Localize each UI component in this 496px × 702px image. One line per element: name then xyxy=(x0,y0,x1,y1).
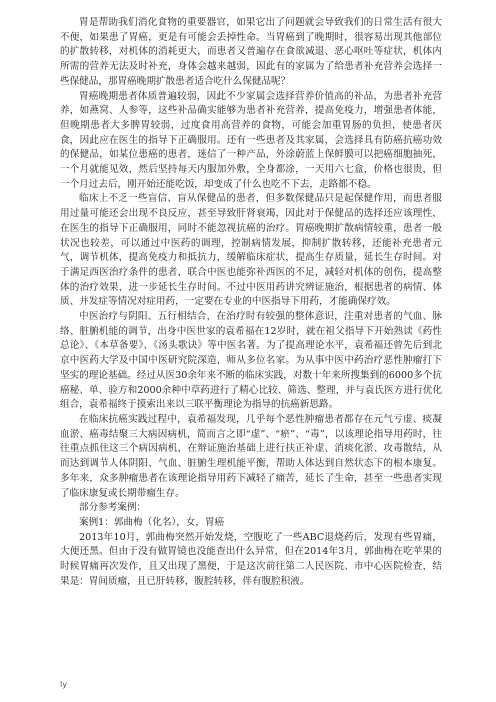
paragraph-supplements: 胃癌晚期患者体质普遍较弱，因此不少家属会选择营养价值高的补品，为患者补充营养，如燕窝、人参等，这些补品确实能够为患者补充营养，提高免疫力，增强患者体能，但晚期患者大多脾胃较弱，过度食用高营养的食物，可能会加重胃肠的负担，使患者厌食，因此应在医生的指导下正确服用。还有一些患者及其家属，会选择具有防癌抗癌功效的保健品，如某位患癌的患者，迷信了一种产品，外涂蔚蓝上保鲜膜可以把癌细胞抽死，一个月就能见效，然后坚持每天内服加外敷，全身都涂，一天用六七盒，价格也很贵，但一个月过去后，刚开始还能吃饭，却变成了什么也吃不下去，走路都不稳。 xyxy=(60,90,442,190)
page-footer: ly xyxy=(60,680,67,689)
paragraph-theory: 在临床抗癌实践过程中，袁希福发现，几乎每个恶性肿瘤患者都存在元气亏虚、痰凝血淤、癌毒结聚三大病因病机，简而言之即“虚”、“瘀”、“毒”，以该理论指导用药时，往往重点抓住这三个病因病机，在辩证施治基础上进行扶正补虚、消痰化淤、攻毒散结，从而达到调节人体阴阳、气血、脏腑生理机能平衡，帮助人体达到自然状态下的根本康复。多年来，众多肿瘤患者在该理论指导用药下减轻了痛苦，延长了生命，甚至一些患者实现了临床康复或长期带瘤生存。 xyxy=(60,413,442,499)
paragraph-tcm-doctor: 中医治疗与阴阳、五行相结合，在治疗时有较强的整体意识，注重对患者的气血、脉络、脏腑机能的调节，出身中医世家的袁希福在12岁时，就在祖父指导下开始熟读《药性总论》、《本草备要》、《汤头歌诀》等中医名著。为了提高理论水平，袁希福还曾先后到北京中医药大学及中国中医研究院深造，师从多位名家。为从事中医中药治疗恶性肿瘤打下坚实的理论基础。经过从医30余年来不断的临床实践，对数十年来所搜集到的6000多个抗癌秘、单、验方和2000余种中草药进行了精心比较、筛选、整理，并与袁氏医方进行优化组合，袁希福终于摸索出来以三联平衡理论为指导的抗癌新思路。 xyxy=(60,311,442,411)
article-body xyxy=(60,16,442,589)
paragraph-intro: 胃是帮助我们消化食物的重要器官，如果它出了问题就会导致我们的日常生活有很大不便，如果患了胃癌，更是有可能会丢掉性命。当胃癌到了晚期时，很容易出现其他部位的扩散转移，对机体的消耗更大，而患者又普遍存在食欲减退、恶心呕吐等症状，机体内所需的营养无法及时补充，身体会越来越弱，因此有的家属为了给患者补充营养会选择一些保健品，那胃癌晚期扩散患者适合吃什么保健品呢？ xyxy=(60,17,442,87)
paragraph-clinical: 临床上不乏一些盲信、盲从保健品的患者，但多数保健品只是起保健作用，而患者服用过量可能还会出现不良反应，甚至导致肝肾衰竭，因此对于保健品的选择还应该理性，在医生的指导下正确服用，同时不能忽视抗癌的治疗。胃癌晚期扩散病情较重，患者一般状况也较差，可以通过中医药的调理，控制病情发展，抑制扩散转移，还能补充患者元气，调节机体，提高免疫力和抵抗力，缓解临床症状，提高生存质量，延长生存时间。对于满足西医治疗条件的患者，联合中医也能弥补西医的不足，减轻对机体的创伤，提高整体的治疗效果，进一步延长生存时间。不过中医用药讲究辨证施治，根据患者的病情、体质、并发症等情况对症用药，一定要在专业的中医指导下用药，才能确保疗效。 xyxy=(60,193,442,308)
paragraph-case-title: 案例1：郭曲梅（化名），女，胃癌 xyxy=(79,516,225,528)
paragraph-case-detail: 2013年10月，郭曲梅突然开始发烧，空腹吃了一些ABC退烧药后，发现有些胃痛，大便还黑。但由于没有做胃镜也没能查出什么异常，但在2014年3月，郭曲梅在吃苹果的时候胃痛再次发作，且又出现了黑便，于是这次前往第二人民医院、市中心医院检查，结果是：胃间质瘤，且已肝转移，腹腔转移，伴有腹腔积液。 xyxy=(60,531,442,587)
paragraph-cases-heading: 部分参考案例： xyxy=(79,502,147,514)
